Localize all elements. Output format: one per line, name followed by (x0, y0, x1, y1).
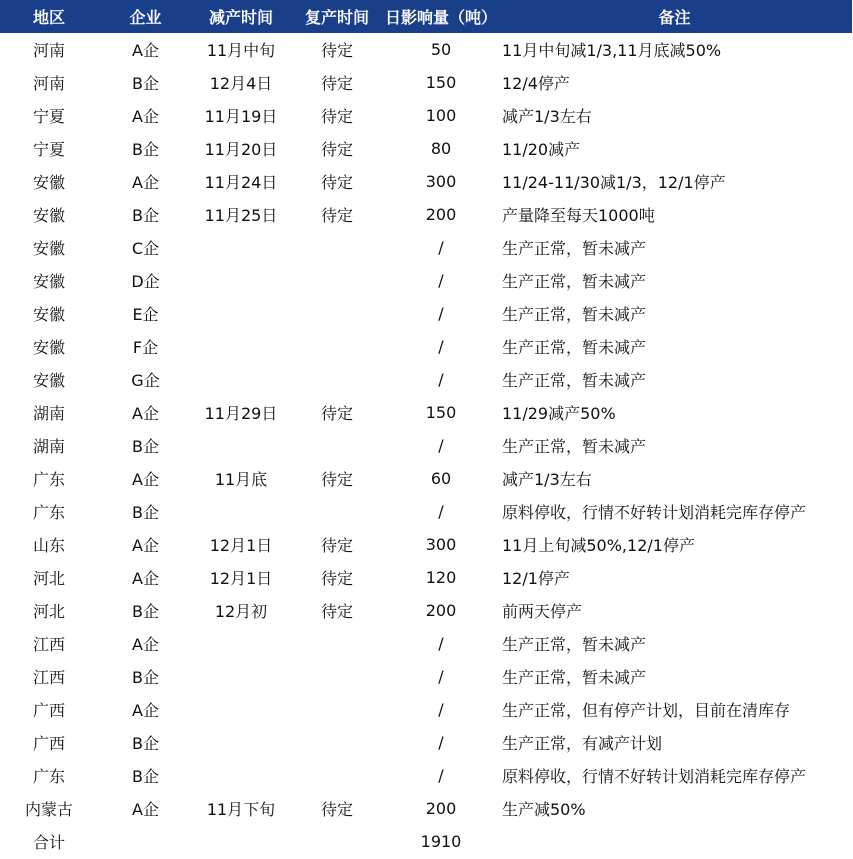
header-daily-impact: 日影响量（吨） (385, 0, 497, 33)
cell-region: 广东 (32, 767, 65, 786)
cell-resume-time: 待定 (320, 800, 353, 819)
cell-resume-time: 待定 (320, 74, 353, 93)
cell-company: A企 (132, 800, 159, 819)
cell-cut-time (193, 693, 289, 726)
table-row (0, 561, 852, 594)
cell-company: B企 (132, 140, 159, 159)
cell-daily-impact: / (438, 766, 444, 785)
cell-daily-impact: 200 (425, 799, 457, 818)
cell-daily-impact: 150 (425, 403, 457, 422)
table-row (0, 627, 852, 660)
cell-region: 江西 (32, 635, 65, 654)
cell-daily-impact: / (438, 436, 444, 455)
cell-region: 宁夏 (32, 107, 65, 126)
table-row (0, 594, 852, 627)
cell-remarks: 生产正常，暂未减产 (502, 272, 647, 291)
cell-cut-time (193, 330, 289, 363)
cell-resume-time (289, 627, 385, 660)
cell-resume-time: 待定 (320, 41, 353, 60)
cell-resume-time: 待定 (320, 602, 353, 621)
table-row (0, 198, 852, 231)
cell-remarks: 原料停收，行情不好转计划消耗完库存停产 (502, 503, 807, 522)
cell-cut-time: 11月下旬 (206, 800, 276, 819)
cell-region: 宁夏 (32, 140, 65, 159)
cell-region: 湖南 (32, 437, 65, 456)
cell-remarks: 生产正常，暂未减产 (502, 305, 647, 324)
cell-company: A企 (132, 569, 159, 588)
cell-daily-impact: / (438, 700, 444, 719)
cell-cut-time: 11月29日 (204, 404, 278, 423)
cell-remarks: 11月中旬减1/3,11月底减50% (502, 41, 722, 60)
cell-region: 内蒙古 (24, 800, 73, 819)
cell-remarks: 前两天停产 (502, 602, 583, 621)
cell-resume-time (289, 495, 385, 528)
cell-region: 安徽 (32, 272, 65, 291)
cell-daily-impact: 120 (425, 568, 457, 587)
cell-company: A企 (132, 701, 159, 720)
cell-remarks: 生产正常，暂未减产 (502, 437, 647, 456)
cell-resume-time (289, 297, 385, 330)
cell-daily-impact: 200 (425, 205, 457, 224)
cell-company: G企 (131, 371, 160, 390)
cell-region: 安徽 (32, 338, 65, 357)
table-row (0, 231, 852, 264)
table-row (0, 792, 852, 825)
cell-company: B企 (132, 503, 159, 522)
total-row (0, 825, 852, 858)
cell-resume-time: 待定 (320, 173, 353, 192)
cell-resume-time: 待定 (320, 140, 353, 159)
table-row (0, 495, 852, 528)
cell-company: E企 (132, 305, 159, 324)
cell-cut-time: 11月中旬 (206, 41, 276, 60)
cell-company: C企 (131, 239, 160, 258)
cell-cut-time: 11月底 (214, 470, 268, 489)
cell-cut-time (193, 660, 289, 693)
cell-cut-time: 11月20日 (204, 140, 278, 159)
cell-company: A企 (132, 107, 159, 126)
cell-daily-impact: 200 (425, 601, 457, 620)
cell-cut-time (193, 627, 289, 660)
cell-region: 河北 (32, 569, 65, 588)
cell-region: 安徽 (32, 239, 65, 258)
cell-cut-time (193, 825, 289, 858)
cell-cut-time (193, 759, 289, 792)
cell-cut-time (193, 726, 289, 759)
cell-daily-impact: 300 (425, 172, 457, 191)
cell-cut-time (193, 231, 289, 264)
cell-daily-impact: / (438, 238, 444, 257)
cell-region: 河南 (32, 41, 65, 60)
cell-region: 山东 (32, 536, 65, 555)
cell-daily-impact: 300 (425, 535, 457, 554)
cell-cut-time (193, 297, 289, 330)
cell-remarks: 11/24-11/30减1/3，12/1停产 (502, 173, 726, 192)
cell-company: F企 (132, 338, 159, 357)
cell-company: B企 (132, 74, 159, 93)
cell-region: 广西 (32, 701, 65, 720)
cell-daily-impact: / (438, 271, 444, 290)
cell-resume-time (289, 759, 385, 792)
table-row (0, 165, 852, 198)
table-row (0, 363, 852, 396)
cell-remarks: 生产正常，暂未减产 (502, 239, 647, 258)
table-row (0, 726, 852, 759)
cell-remarks: 生产减50% (502, 800, 586, 819)
table-row (0, 396, 852, 429)
cell-resume-time (289, 264, 385, 297)
cell-resume-time: 待定 (320, 536, 353, 555)
cell-remarks: 12/4停产 (502, 74, 570, 93)
table-row (0, 99, 852, 132)
cell-daily-impact: / (438, 634, 444, 653)
cell-remarks: 产量降至每天1000吨 (502, 206, 655, 225)
cell-daily-impact: 1910 (420, 832, 462, 851)
cell-remarks (497, 825, 852, 858)
cell-cut-time: 11月24日 (204, 173, 278, 192)
table-row (0, 264, 852, 297)
cell-resume-time: 待定 (320, 569, 353, 588)
cell-daily-impact: 60 (430, 469, 452, 488)
cell-cut-time: 11月19日 (204, 107, 278, 126)
cell-remarks: 生产正常，暂未减产 (502, 371, 647, 390)
cell-region: 安徽 (32, 173, 65, 192)
cell-company: D企 (131, 272, 160, 291)
cell-remarks: 减产1/3左右 (502, 470, 592, 489)
cell-resume-time (289, 330, 385, 363)
cell-cut-time: 12月1日 (209, 536, 273, 555)
cell-daily-impact: / (438, 304, 444, 323)
table-row (0, 462, 852, 495)
cell-company: A企 (132, 470, 159, 489)
table-row (0, 693, 852, 726)
cell-resume-time (289, 429, 385, 462)
cell-company: A企 (132, 404, 159, 423)
header-resume-time: 复产时间 (289, 0, 385, 33)
cell-resume-time (289, 231, 385, 264)
cell-remarks: 11月上旬减50%,12/1停产 (502, 536, 695, 555)
cell-cut-time: 11月25日 (204, 206, 278, 225)
cell-region: 河南 (32, 74, 65, 93)
cell-cut-time (193, 429, 289, 462)
cell-remarks: 生产正常，但有停产计划，目前在清库存 (502, 701, 791, 720)
cell-remarks: 生产正常，暂未减产 (502, 338, 647, 357)
cell-company: B企 (132, 767, 159, 786)
cell-remarks: 11/20减产 (502, 140, 581, 159)
cell-daily-impact: 150 (425, 73, 457, 92)
cell-daily-impact: / (438, 667, 444, 686)
cell-daily-impact: 100 (425, 106, 457, 125)
table-row (0, 132, 852, 165)
header-remarks: 备注 (497, 0, 852, 33)
cell-daily-impact: / (438, 733, 444, 752)
cell-region: 安徽 (32, 206, 65, 225)
cell-company: B企 (132, 206, 159, 225)
cell-company: A企 (132, 173, 159, 192)
cell-daily-impact: 80 (430, 139, 452, 158)
cell-region: 江西 (32, 668, 65, 687)
table-row (0, 528, 852, 561)
cell-cut-time (193, 495, 289, 528)
cell-resume-time (289, 825, 385, 858)
header-cut-time: 减产时间 (193, 0, 289, 33)
cell-cut-time (193, 264, 289, 297)
cell-daily-impact: / (438, 370, 444, 389)
cell-company: A企 (132, 536, 159, 555)
cell-region: 合计 (32, 833, 65, 852)
table-row (0, 66, 852, 99)
cell-cut-time: 12月4日 (209, 74, 273, 93)
table-body (0, 33, 852, 858)
cell-remarks: 减产1/3左右 (502, 107, 592, 126)
cell-daily-impact: / (438, 502, 444, 521)
cell-cut-time (193, 363, 289, 396)
cell-region: 广东 (32, 470, 65, 489)
table-row (0, 759, 852, 792)
header-company: 企业 (98, 0, 193, 33)
cell-region: 湖南 (32, 404, 65, 423)
cell-region: 安徽 (32, 305, 65, 324)
cell-remarks: 生产正常，有减产计划 (502, 734, 663, 753)
cell-company: A企 (132, 635, 159, 654)
table-row (0, 429, 852, 462)
cell-company: B企 (132, 668, 159, 687)
cell-resume-time: 待定 (320, 404, 353, 423)
table-row (0, 33, 852, 66)
header-region: 地区 (0, 0, 98, 33)
cell-company: A企 (132, 41, 159, 60)
table-row (0, 330, 852, 363)
cell-remarks: 12/1停产 (502, 569, 570, 588)
cell-resume-time (289, 693, 385, 726)
cell-region: 广西 (32, 734, 65, 753)
cell-cut-time: 12月1日 (209, 569, 273, 588)
cell-company: B企 (132, 734, 159, 753)
cell-resume-time (289, 726, 385, 759)
cell-daily-impact: 50 (430, 40, 452, 59)
cell-resume-time: 待定 (320, 470, 353, 489)
table-row (0, 660, 852, 693)
cell-region: 河北 (32, 602, 65, 621)
cell-resume-time (289, 363, 385, 396)
table-header-row (0, 0, 852, 33)
cell-daily-impact: / (438, 337, 444, 356)
cell-company (98, 825, 193, 858)
cell-region: 安徽 (32, 371, 65, 390)
cell-region: 广东 (32, 503, 65, 522)
cell-resume-time: 待定 (320, 107, 353, 126)
table-row (0, 297, 852, 330)
cell-remarks: 原料停收，行情不好转计划消耗完库存停产 (502, 767, 807, 786)
cell-cut-time: 12月初 (214, 602, 268, 621)
cell-resume-time (289, 660, 385, 693)
cell-company: B企 (132, 437, 159, 456)
cell-resume-time: 待定 (320, 206, 353, 225)
cell-remarks: 11/29减产50% (502, 404, 616, 423)
cell-remarks: 生产正常，暂未减产 (502, 668, 647, 687)
cell-remarks: 生产正常，暂未减产 (502, 635, 647, 654)
cell-company: B企 (132, 602, 159, 621)
